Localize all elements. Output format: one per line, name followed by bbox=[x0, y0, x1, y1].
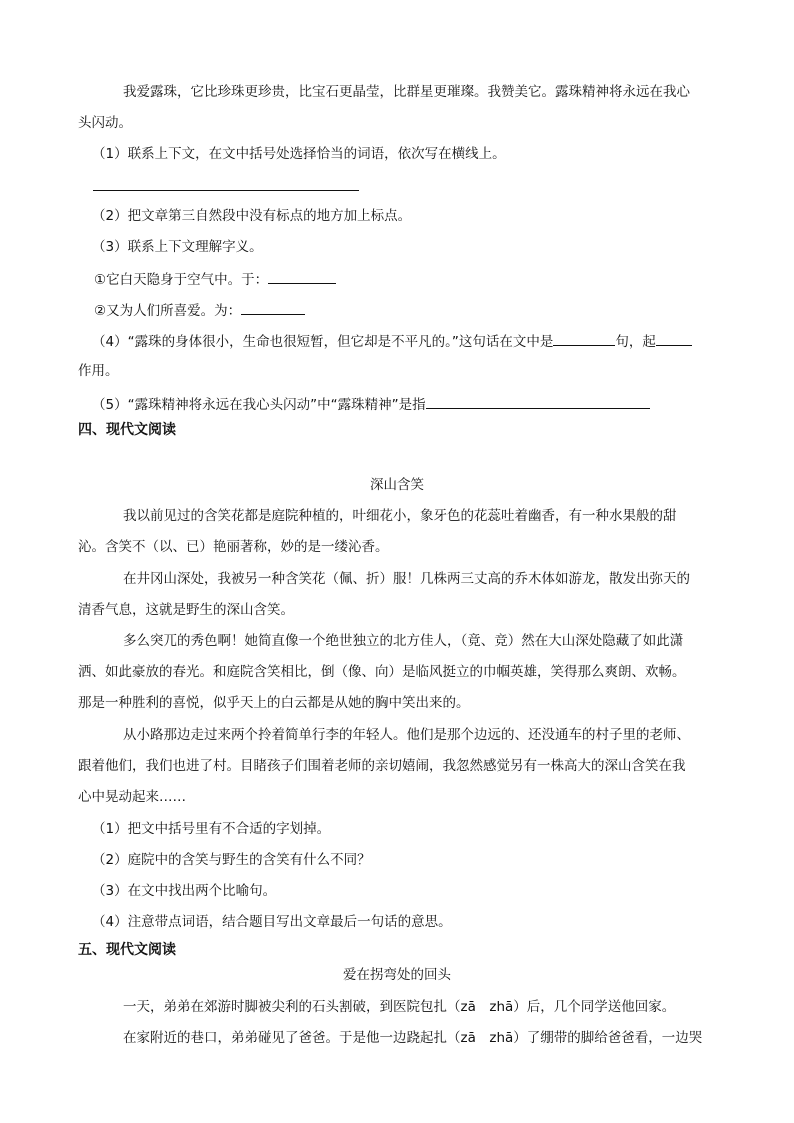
s3-question-2: （2）把文章第三自然段中没有标点的地方加上标点。 bbox=[92, 208, 412, 224]
s4-question-3: （3）在文中找出两个比喻句。 bbox=[92, 883, 277, 899]
s3-q3b-text: ②又为人们所喜爱。为： bbox=[94, 303, 242, 319]
passage-end-line2: 头闪动。 bbox=[78, 115, 132, 131]
s3-question-3a bbox=[94, 269, 336, 289]
s4-para4-line3: 心中晃动起来…… bbox=[78, 789, 186, 805]
s3-q1-answer-line[interactable] bbox=[93, 190, 359, 191]
passage-end-line1: 我爱露珠，它比珍珠更珍贵，比宝石更晶莹，比群星更璀璨。我赞美它。露珠精神将永远在我心 bbox=[123, 84, 690, 100]
s3-q3a-text: ①它白天隐身于空气中。于： bbox=[94, 272, 269, 288]
section5-title: 爱在拐弯处的回头 bbox=[343, 967, 451, 983]
s4-para4-line2: 跟着他们，我们也进了村。目睹孩子们围着老师的亲切嬉闹，我忽然感觉另有一株高大的深山含笑在我 bbox=[78, 758, 686, 774]
s3-q4-text-part1: （4）“露珠的身体很小，生命也很短暂，但它却是不平凡的。”这句话在文中是 bbox=[92, 334, 554, 350]
s5-para1: 一天，弟弟在郊游时脚被尖利的石头割破，到医院包扎（zā zhā）后，几个同学送他回家。 bbox=[123, 999, 676, 1015]
section4-heading: 四、现代文阅读 bbox=[78, 422, 176, 438]
s4-question-2: （2）庭院中的含笑与野生的含笑有什么不同？ bbox=[92, 852, 371, 868]
s3-q4-text-part2: 句，起 bbox=[615, 334, 656, 350]
s4-para1-line1: 我以前见过的含笑花都是庭院种植的，叶细花小，象牙色的花蕊吐着幽香，有一种水果般的甜 bbox=[123, 508, 677, 524]
s4-para3-line2: 洒、如此豪放的春光。和庭院含笑相比，倒（像、向）是临风挺立的巾帼英雄，笑得那么爽朗、欢畅。 bbox=[78, 664, 686, 680]
s4-question-4: （4）注意带点词语，结合题目写出文章最后一句话的意思。 bbox=[92, 914, 452, 930]
s4-para1-line2: 沁。含笑不（以、已）艳丽著称，妙的是一缕沁香。 bbox=[78, 539, 389, 555]
section5-heading: 五、现代文阅读 bbox=[78, 942, 176, 958]
s4-para4-line1: 从小路那边走过来两个拎着简单行李的年轻人。他们是那个边远的、还没通车的村子里的老师、 bbox=[123, 727, 690, 743]
s3-question-4-cont: 作用。 bbox=[78, 363, 119, 379]
s5-para2: 在家附近的巷口，弟弟碰见了爸爸。于是他一边跷起扎（zā zhā）了绷带的脚给爸爸看，一边哭 bbox=[123, 1030, 703, 1046]
s3-question-3: （3）联系上下文理解字义。 bbox=[92, 239, 263, 255]
s3-question-4 bbox=[92, 331, 692, 351]
s4-question-1: （1）把文中括号里有不合适的字划掉。 bbox=[92, 821, 331, 837]
s3-question-3b bbox=[94, 300, 305, 320]
s4-para3-line3: 那是一种胜利的喜悦，似乎天上的白云都是从她的胸中笑出来的。 bbox=[78, 695, 470, 711]
s4-para3-line1: 多么突兀的秀色啊！她简直像一个绝世独立的北方佳人，（竟、竞）然在大山深处隐藏了如此潇 bbox=[123, 633, 684, 649]
s3-q5-text: （5）“露珠精神将永远在我心头闪动”中“露珠精神”是指 bbox=[92, 397, 426, 413]
s3-q3b-answer-blank[interactable] bbox=[241, 300, 305, 315]
s3-q5-answer-blank[interactable] bbox=[426, 394, 650, 409]
s3-q4-answer-blank-1[interactable] bbox=[553, 331, 615, 346]
s4-para2-line1: 在井冈山深处，我被另一种含笑花（佩、折）服！几株两三丈高的乔木体如游龙，散发出弥天的 bbox=[123, 571, 690, 587]
s3-question-1: （1）联系上下文，在文中括号处选择恰当的词语，依次写在横线上。 bbox=[92, 146, 506, 162]
s3-question-5 bbox=[92, 394, 650, 414]
section4-title: 深山含笑 bbox=[370, 477, 424, 493]
s4-para2-line2: 清香气息，这就是野生的深山含笑。 bbox=[78, 602, 294, 618]
s3-q3a-answer-blank[interactable] bbox=[268, 269, 336, 284]
s3-q4-answer-blank-2[interactable] bbox=[656, 331, 692, 346]
